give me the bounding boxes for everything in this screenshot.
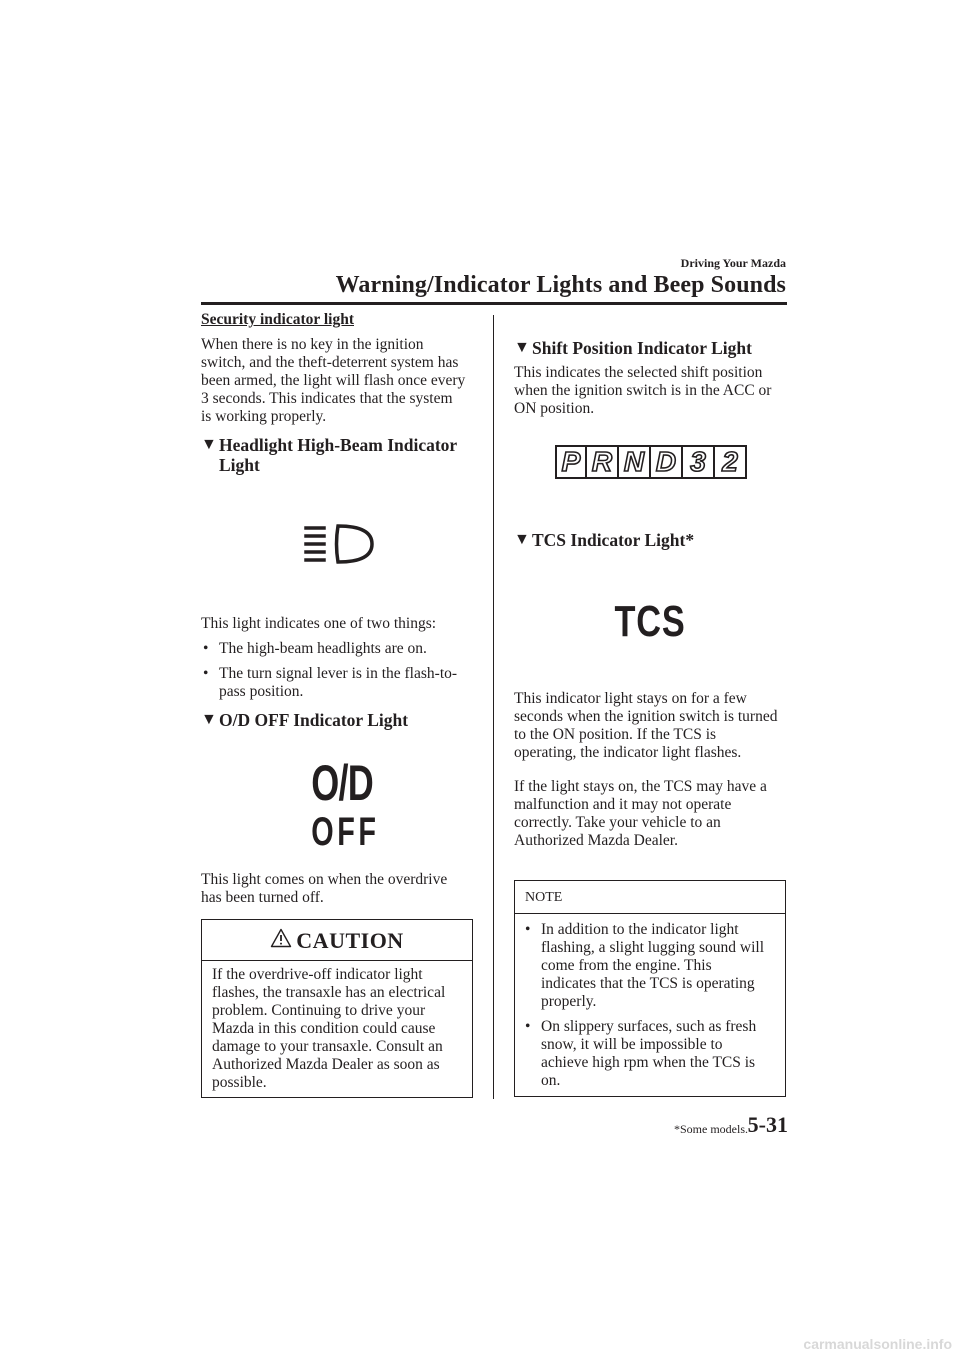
footer-note: *Some models. (674, 1122, 748, 1136)
od-off-paragraph: This light comes on when the overdrive has been turned off. (201, 871, 448, 906)
gear-n: N (619, 445, 651, 479)
tcs-icon: TCS (614, 597, 686, 646)
tcs-heading: ▼ TCS Indicator Light* (514, 530, 695, 550)
caution-text: If the overdrive-off indicator light flashes, the transaxle has an electrical problem. Continuing to drive your Mazda in this condition could cause damage to your transaxle. Consult an Authorized Mazda Dealer as soon as possible. (212, 966, 446, 1091)
shift-position-indicator-icon (555, 445, 747, 479)
shift-position-heading: ▼ Shift Position Indicator Light (514, 338, 752, 358)
caution-box (201, 919, 473, 1098)
list-item: • In addition to the indicator light flashing, a slight lugging sound will come from the engine. This indicates that the TCS is operating properly. (525, 921, 765, 1010)
headlight-heading: ▼ Headlight High-Beam Indicator Light (201, 435, 458, 475)
caution-divider (202, 960, 472, 961)
security-paragraph: When there is no key in the ignition switch, and the theft-deterrent system has been armed, the light will flash once every 3 seconds. This indicates that the system is working properly. (201, 336, 466, 425)
column-divider (493, 315, 494, 1099)
gear-2: 2 (715, 445, 747, 479)
list-item: • The high-beam headlights are on. (203, 640, 427, 657)
list-item: • The turn signal lever is in the flash-to- pass position. (203, 665, 458, 700)
tcs-paragraph-2: If the light stays on, the TCS may have a malfunction and it may not operate correctly. Take your vehicle to an Authorized Mazda Dealer. (514, 778, 767, 849)
note-box (514, 880, 786, 1097)
running-head: Driving Your Mazda (680, 256, 786, 270)
page-title: Warning/Indicator Lights and Beep Sounds (335, 272, 786, 298)
warning-triangle-icon (270, 928, 292, 954)
od-off-icon-top: O/D (311, 755, 374, 811)
gear-r: R (587, 445, 619, 479)
gear-p: P (555, 445, 587, 479)
security-subhead: Security indicator light (201, 311, 354, 328)
caution-title: CAUTION (202, 928, 472, 954)
watermark: carmanualsonline.info (803, 1336, 952, 1352)
shift-position-paragraph: This indicates the selected shift position when the ignition switch is in the ACC or ON position. (514, 364, 772, 417)
od-off-icon-bottom: OFF (311, 810, 380, 854)
title-rule (201, 302, 787, 305)
headlight-high-beam-icon (302, 522, 376, 568)
gear-d: D (651, 445, 683, 479)
headlight-intro: This light indicates one of two things: (201, 615, 437, 632)
list-item: • On slippery surfaces, such as fresh snow, it will be impossible to achieve high rpm when the TCS is on. (525, 1018, 757, 1089)
note-divider (515, 913, 785, 914)
page-number: 5-31 (747, 1112, 788, 1137)
od-off-heading: ▼ O/D OFF Indicator Light (201, 710, 409, 730)
tcs-paragraph-1: This indicator light stays on for a few seconds when the ignition switch is turned to the ON position. If the TCS is operating, the indicator light flashes. (514, 690, 778, 761)
gear-3: 3 (683, 445, 715, 479)
note-label: NOTE (525, 890, 563, 905)
